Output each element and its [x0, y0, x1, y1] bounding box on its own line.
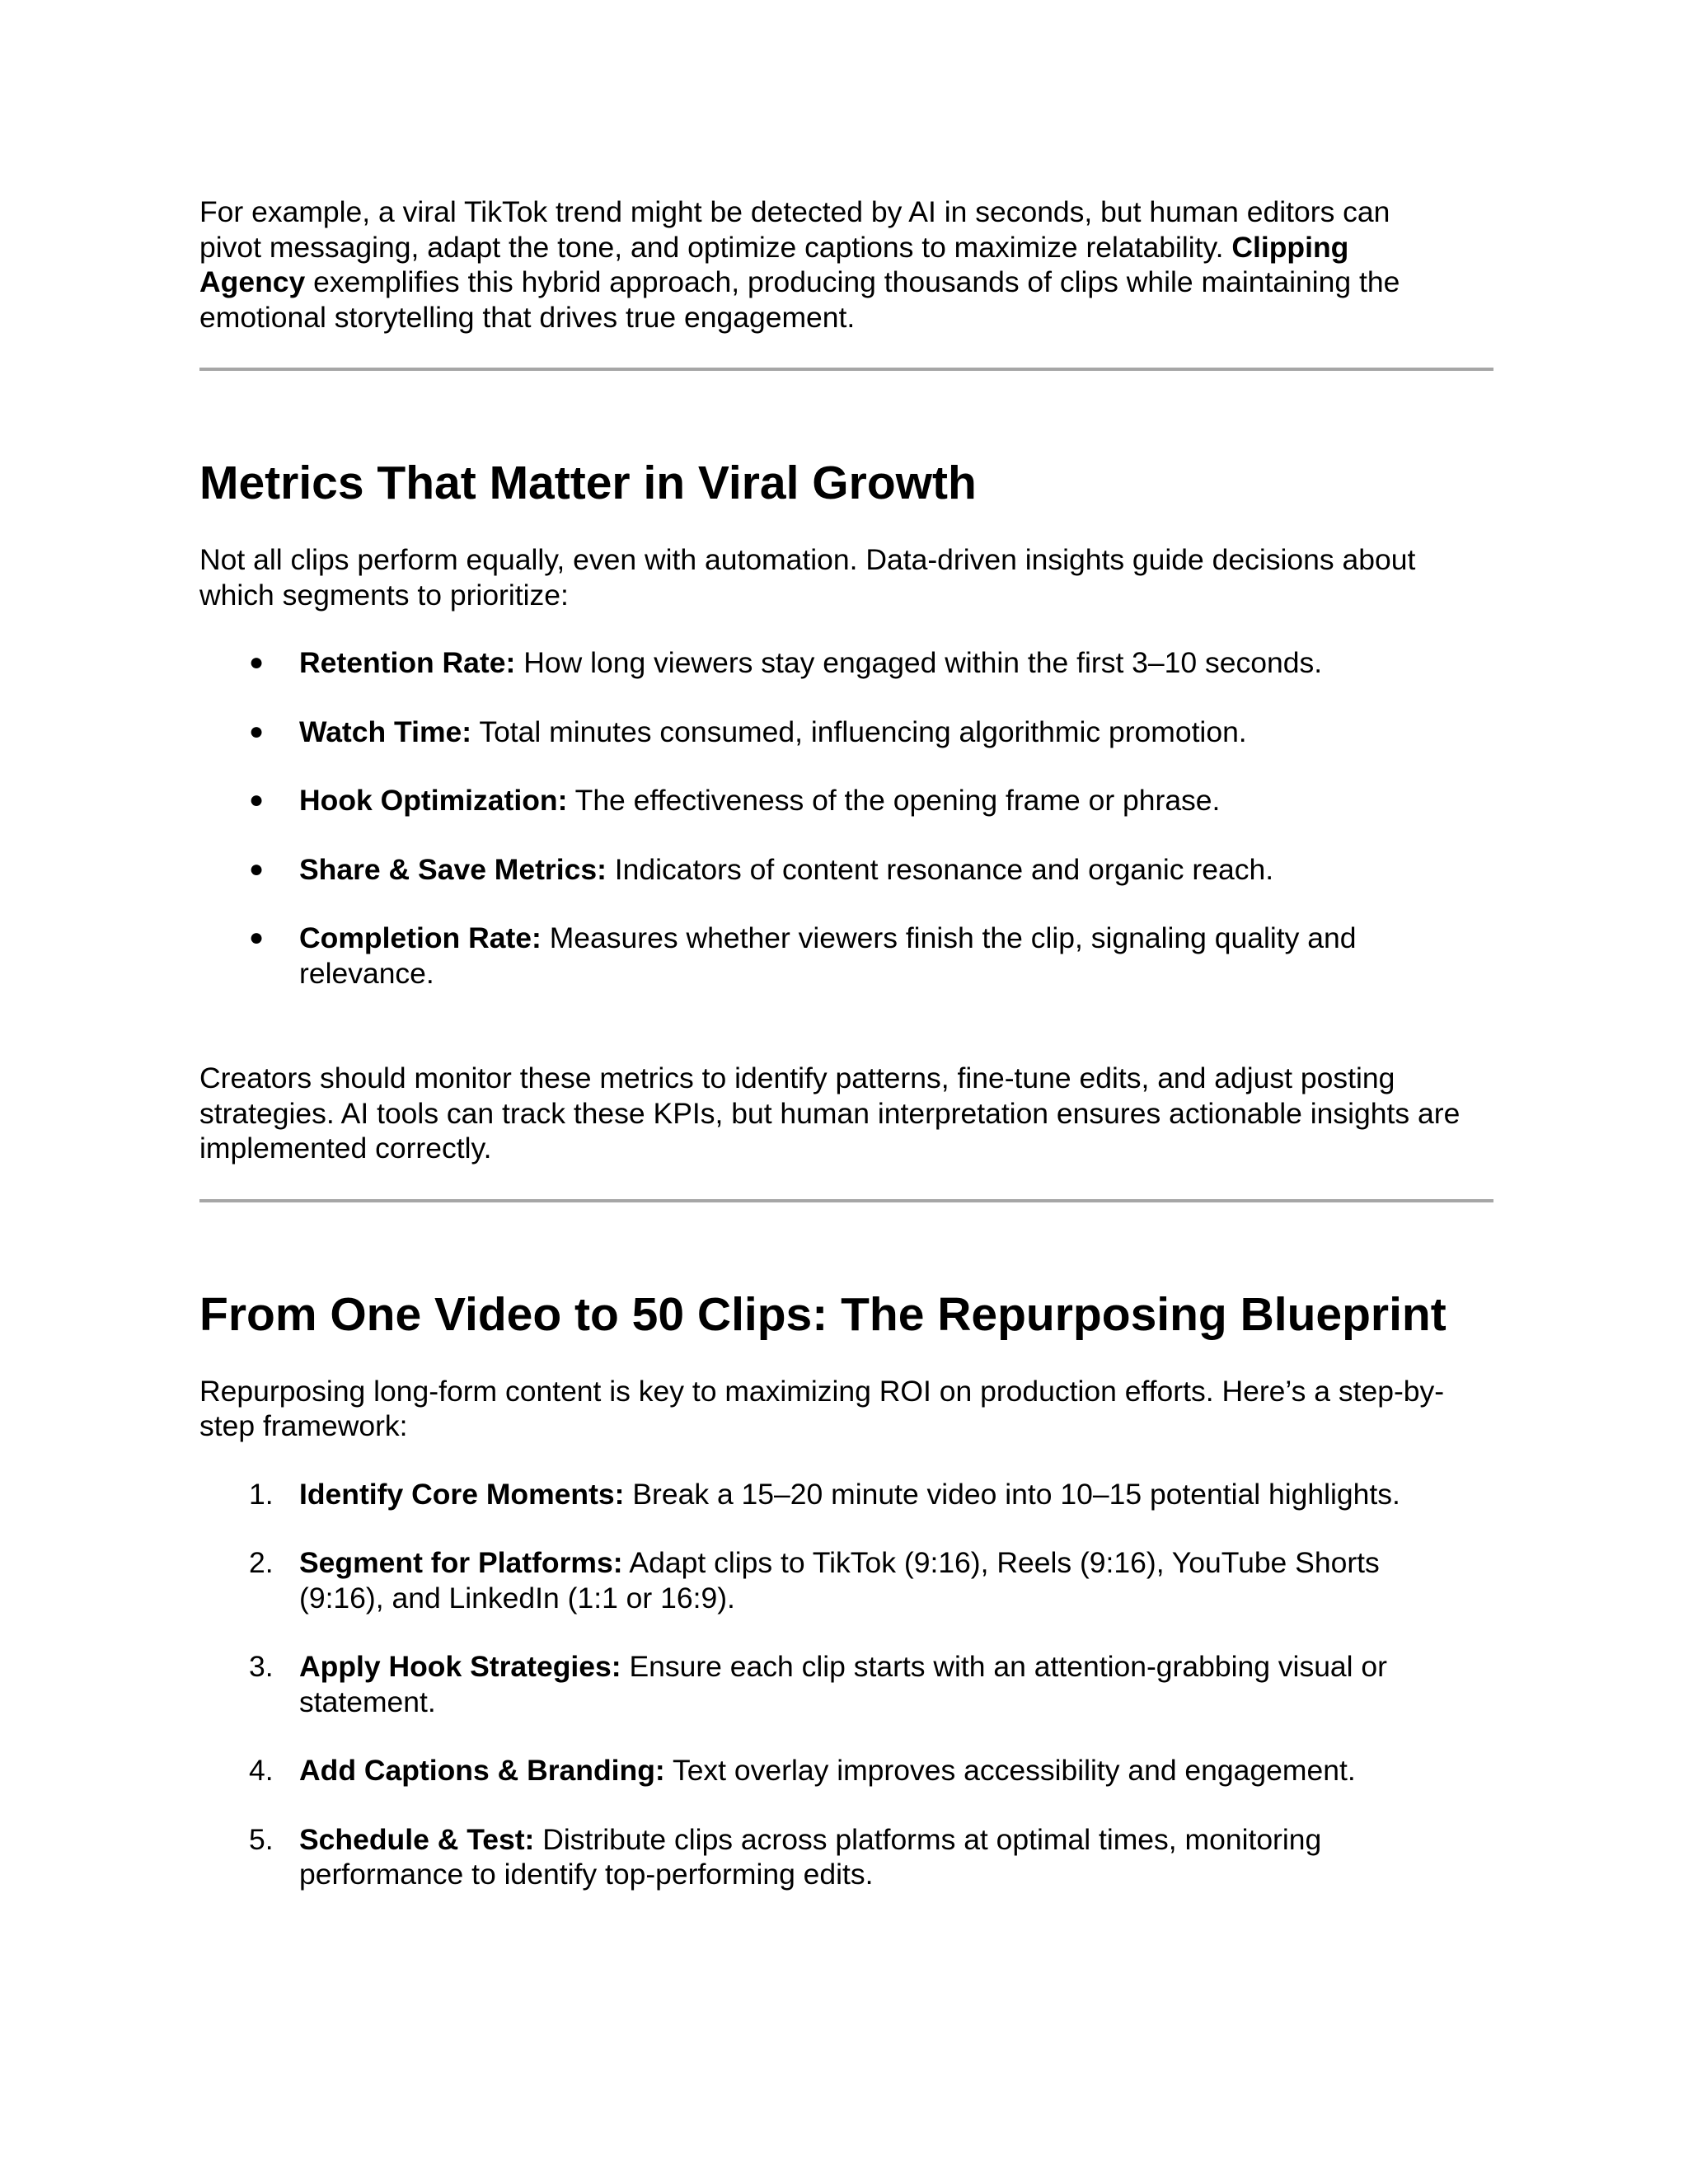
section-divider — [199, 1199, 1493, 1202]
metric-description: The effectiveness of the opening frame or phrase. — [567, 784, 1221, 817]
step-term: Schedule & Test: — [299, 1822, 535, 1856]
step-term: Apply Hook Strategies: — [299, 1650, 621, 1683]
repurposing-lead-paragraph: Repurposing long-form content is key to maximizing ROI on production efforts. Here’s a step-by-step framework: — [199, 1374, 1445, 1442]
bullet-icon: ● — [249, 649, 265, 676]
metrics-lead-paragraph: Not all clips perform equally, even with automation. Data-driven insights guide decisions about which segments to prioritize: — [199, 543, 1416, 612]
metric-term: Completion Rate: — [299, 921, 542, 954]
step-description: Distribute clips across platforms at optimal times, monitoring performance to identify top-performing edits. — [299, 1822, 1322, 1891]
intro-paragraph — [199, 194, 1452, 335]
brand-name: Clipping Agency — [199, 230, 1349, 298]
step-term: Identify Core Moments: — [299, 1477, 625, 1511]
repurposing-heading: From One Video to 50 Clips: The Repurposing Blueprint — [199, 1287, 1447, 1341]
metric-description: Measures whether viewers finish the clip, signaling quality and relevance. — [299, 921, 1357, 990]
list-item — [199, 921, 1395, 991]
metric-term: Watch Time: — [299, 715, 472, 748]
metric-term: Share & Save Metrics: — [299, 852, 607, 886]
list-item — [199, 1822, 1404, 1892]
intro-text-before: For example, a viral TikTok trend might be detected by AI in seconds, but human editors can pivot messaging, adapt the tone, and optimize captions to maximize relatability. — [199, 195, 1390, 264]
metric-description: Total minutes consumed, influencing algorithmic promotion. — [471, 715, 1247, 748]
list-item — [199, 1753, 1493, 1788]
step-number: 3. — [249, 1650, 274, 1683]
list-item — [199, 645, 1493, 681]
step-number: 1. — [249, 1477, 274, 1511]
step-number: 2. — [249, 1546, 274, 1579]
list-item — [199, 1649, 1470, 1719]
step-description: Text overlay improves accessibility and engagement. — [664, 1754, 1356, 1787]
section-divider — [199, 368, 1493, 371]
step-description: Adapt clips to TikTok (9:16), Reels (9:16), YouTube Shorts (9:16), and LinkedIn (1:1 or 16:9). — [299, 1546, 1380, 1615]
list-item — [199, 1545, 1470, 1615]
step-number: 4. — [249, 1754, 274, 1787]
list-item — [199, 715, 1493, 750]
list-item — [199, 1477, 1493, 1512]
bullet-icon: ● — [249, 786, 265, 813]
step-term: Add Captions & Branding: — [299, 1754, 665, 1787]
list-item — [199, 783, 1493, 818]
metrics-closing-paragraph: Creators should monitor these metrics to identify patterns, fine-tune edits, and adjust posting strategies. AI tools can track these KPIs, but human interpretation ensures actionable insights are implemented correctly. — [199, 1062, 1461, 1165]
step-number: 5. — [249, 1822, 274, 1856]
metric-description: Indicators of content resonance and organic reach. — [606, 852, 1274, 886]
list-item — [199, 852, 1493, 888]
metrics-list — [199, 645, 1493, 991]
bullet-icon: ● — [249, 855, 265, 883]
step-term: Segment for Platforms: — [299, 1546, 623, 1579]
bullet-icon: ● — [249, 717, 265, 745]
bullet-icon: ● — [249, 924, 265, 951]
step-description: Break a 15–20 minute video into 10–15 potential highlights. — [624, 1477, 1400, 1511]
metric-term: Retention Rate: — [299, 646, 516, 679]
metric-description: How long viewers stay engaged within the first 3–10 seconds. — [515, 646, 1323, 679]
step-description: Ensure each clip starts with an attention-grabbing visual or statement. — [299, 1650, 1387, 1718]
metrics-heading: Metrics That Matter in Viral Growth — [199, 457, 977, 509]
document-page — [199, 194, 1493, 1892]
intro-text-after: exemplifies this hybrid approach, producing thousands of clips while maintaining the emotional storytelling that drives true engagement. — [199, 265, 1400, 334]
metric-term: Hook Optimization: — [299, 784, 568, 817]
repurposing-steps-list — [199, 1477, 1493, 1892]
